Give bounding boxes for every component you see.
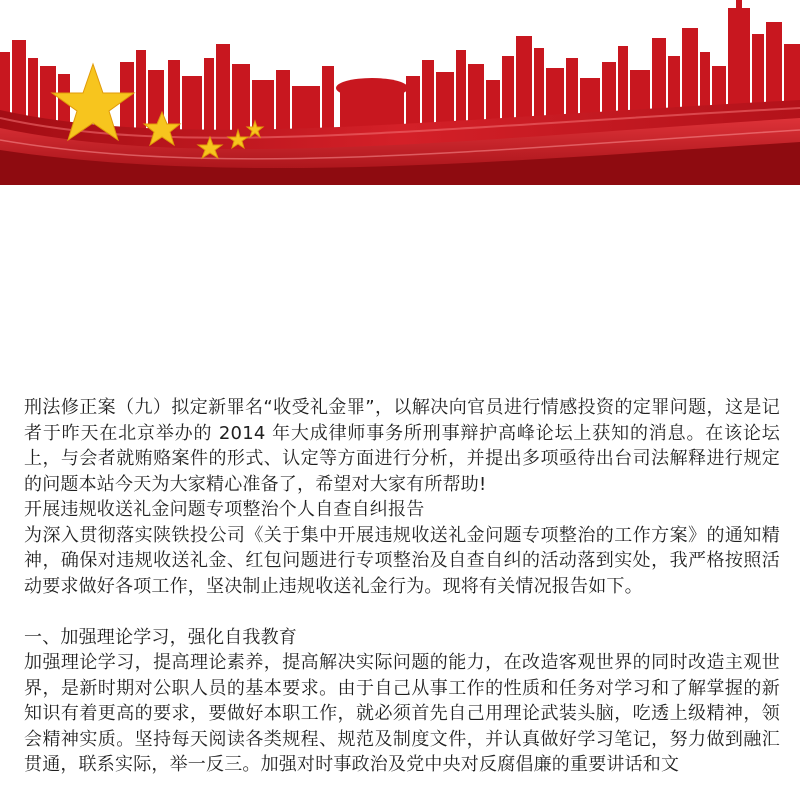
opening-paragraph: 为深入贯彻落实陕铁投公司《关于集中开展违规收送礼金问题专项整治的工作方案》的通知精神，确保对违规收送礼金、红包问题进行专项整治及自查自纠的活动落到实处，我严格按照活动要求做好各项工作，坚决制止违规收送礼金行为。现将有关情况报告如下。 (24, 524, 780, 597)
article-body (24, 395, 780, 778)
paragraph-spacer (24, 599, 780, 625)
intro-paragraph: 刑法修正案（九）拟定新罪名“收受礼金罪”，以解决向官员进行情感投资的定罪问题，这是记者于昨天在北京举办的 2014 年大成律师事务所刑事辩护高峰论坛上获知的消息。在该论坛上，与会者就贿赂案件的形式、认定等方面进行分析，并提出多项亟待出台司法解释进行规定的问题本站今天为大家精心准备了，希望对大家有所帮助! (24, 397, 780, 495)
section-heading: 一、加强理论学习，强化自我教育 (24, 626, 297, 648)
city-skyline-illustration (0, 0, 800, 185)
section-paragraph: 加强理论学习，提高理论素养，提高解决实际问题的能力，在改造客观世界的同时改造主观世界，是新时期对公职人员的基本要求。由于自己从事工作的性质和任务对学习和了解掌握的新知识有着更高的要求，要做好本职工作，就必须首先自己用理论武装头脑，吃透上级精神，领会精神实质。坚持每天阅读各类规程、规范及制度文件，并认真做好学习笔记，努力做到融汇贯通，联系实际，举一反三。加强对时事政治及党中央对反腐倡廉的重要讲话和文 (24, 652, 780, 775)
header-banner (0, 0, 800, 185)
document-title: 开展违规收送礼金问题专项整治个人自查自纠报告 (24, 499, 425, 520)
